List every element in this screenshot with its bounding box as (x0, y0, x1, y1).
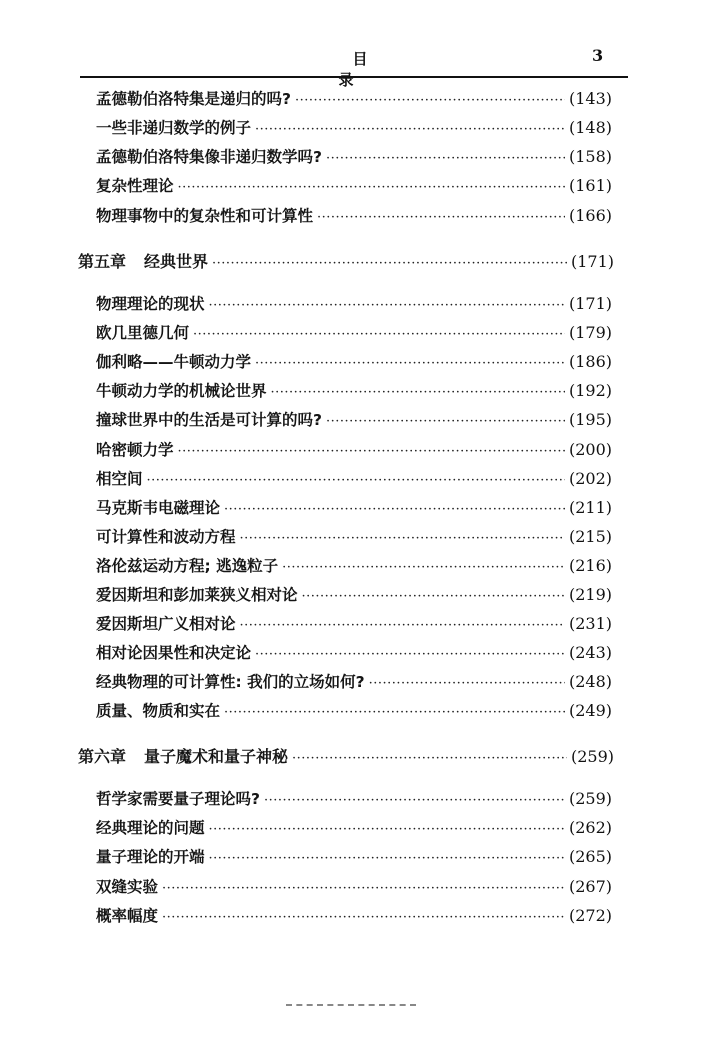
toc-entry-title: 可计算性和波动方程 (96, 528, 236, 546)
toc-entry-title: 爱因斯坦和彭加莱狭义相对论 (96, 586, 298, 604)
toc-entry-row[interactable] (96, 669, 612, 695)
toc-page-number: (171) (568, 294, 612, 313)
dot-leader (255, 117, 565, 143)
toc-entry-row[interactable] (96, 437, 612, 463)
toc-page-number: (211) (568, 498, 612, 517)
toc-page-number: (192) (568, 381, 612, 400)
dot-leader (295, 88, 565, 114)
toc-page-number: (202) (568, 469, 612, 488)
toc-page-number: (262) (568, 818, 612, 837)
toc-page-number: (171) (570, 252, 614, 271)
toc-page-number: (216) (568, 556, 612, 575)
toc-entry-row[interactable] (96, 903, 612, 929)
dot-leader (264, 788, 565, 814)
toc-entry-row[interactable] (96, 86, 612, 112)
toc-page-number: (248) (568, 672, 612, 691)
toc-entry-title: 伽利略——牛顿动力学 (96, 353, 252, 371)
dot-leader (178, 175, 565, 201)
toc-page-number: (195) (568, 410, 612, 429)
toc-chapter-row[interactable] (78, 744, 614, 770)
toc-entry-row[interactable] (96, 203, 612, 229)
dot-leader (178, 439, 565, 465)
toc-entry-title: 质量、物质和实在 (96, 702, 221, 720)
toc-page-number: (148) (568, 118, 612, 137)
toc-entry-title: 牛顿动力学的机械论世界 (96, 382, 267, 400)
chapter-title: 经典世界 (144, 252, 209, 271)
toc-entry-row[interactable] (96, 698, 612, 724)
toc-page-number: (166) (568, 206, 612, 225)
toc-entry-title: 马克斯韦电磁理论 (96, 499, 221, 517)
toc-page-number: (179) (568, 323, 612, 342)
toc-chapter-row[interactable] (78, 249, 614, 275)
dot-leader (224, 497, 565, 523)
toc-entry-title: 物理理论的现状 (96, 295, 205, 313)
toc-page-number: (265) (568, 847, 612, 866)
dot-leader (292, 746, 567, 772)
toc-entry-row[interactable] (96, 815, 612, 841)
chapter-number: 第六章 (78, 747, 127, 766)
toc-entry-row[interactable] (96, 844, 612, 870)
toc-entry-row[interactable] (96, 144, 612, 170)
toc-page-number: (219) (568, 585, 612, 604)
toc-entry-title: 物理事物中的复杂性和可计算性 (96, 207, 314, 225)
toc-page-number: (231) (568, 614, 612, 633)
dot-leader (326, 146, 565, 172)
toc-entry-row[interactable] (96, 640, 612, 666)
toc-entry-title: 经典理论的问题 (96, 819, 205, 837)
toc-entry-row[interactable] (96, 378, 612, 404)
dot-leader (255, 642, 565, 668)
scan-artifact (286, 1004, 416, 1006)
toc-entry-title: 欧几里德几何 (96, 324, 190, 342)
toc-entry-title: 哈密顿力学 (96, 441, 174, 459)
toc-page-number: (215) (568, 527, 612, 546)
dot-leader (271, 380, 565, 406)
chapter-title: 量子魔术和量子神秘 (144, 747, 289, 766)
dot-leader (147, 468, 565, 494)
toc-entry-row[interactable] (96, 524, 612, 550)
toc-entry-title: 经典物理的可计算性: 我们的立场如何? (96, 673, 365, 691)
toc-page-number: (186) (568, 352, 612, 371)
dot-leader (282, 555, 565, 581)
toc-entry-row[interactable] (96, 320, 612, 346)
toc-entry-title: 相对论因果性和决定论 (96, 644, 252, 662)
dot-leader (326, 409, 565, 435)
toc-entry-title: 孟德勒伯洛特集是递归的吗? (96, 90, 291, 108)
toc-entry-row[interactable] (96, 553, 612, 579)
toc-entry-row[interactable] (96, 611, 612, 637)
toc-entry-title: 爱因斯坦广义相对论 (96, 615, 236, 633)
dot-leader (209, 817, 565, 843)
toc-page-number: (161) (568, 176, 612, 195)
toc-entry-title: 撞球世界中的生活是可计算的吗? (96, 411, 322, 429)
toc-entry-title: 双缝实验 (96, 878, 159, 896)
toc-page-number: (259) (568, 789, 612, 808)
dot-leader (255, 351, 565, 377)
toc-entry-row[interactable] (96, 786, 612, 812)
toc-page-number: (259) (570, 747, 614, 766)
dot-leader (302, 584, 565, 610)
toc-entry-title: 概率幅度 (96, 907, 159, 925)
toc-entry-row[interactable] (96, 173, 612, 199)
toc-entry-row[interactable] (96, 582, 612, 608)
dot-leader (162, 905, 565, 931)
toc-entry-row[interactable] (96, 291, 612, 317)
toc-entry-row[interactable] (96, 466, 612, 492)
dot-leader (224, 700, 565, 726)
toc-entry-title (78, 744, 288, 770)
dot-leader (240, 613, 565, 639)
toc-entry-title (78, 249, 208, 275)
toc-entry-title: 复杂性理论 (96, 177, 174, 195)
dot-leader (193, 322, 565, 348)
dot-leader (212, 251, 567, 277)
toc-entry-row[interactable] (96, 349, 612, 375)
toc-entry-row[interactable] (96, 407, 612, 433)
toc-entry-row[interactable] (96, 115, 612, 141)
toc-entry-title: 一些非递归数学的例子 (96, 119, 252, 137)
dot-leader (209, 846, 565, 872)
toc-page-number: (200) (568, 440, 612, 459)
toc-page-number: (143) (568, 89, 612, 108)
toc-entry-row[interactable] (96, 874, 612, 900)
toc-page-number: (272) (568, 906, 612, 925)
dot-leader (369, 671, 565, 697)
toc-entry-title: 哲学家需要量子理论吗? (96, 790, 260, 808)
toc-entry-title: 孟德勒伯洛特集像非递归数学吗? (96, 148, 322, 166)
dot-leader (162, 876, 565, 902)
dot-leader (209, 293, 565, 319)
toc-entry-row[interactable] (96, 495, 612, 521)
toc-entry-title: 量子理论的开端 (96, 848, 205, 866)
toc-page-number: (249) (568, 701, 612, 720)
header-title: 目 录 (338, 50, 439, 89)
toc-entry-title: 洛伦兹运动方程; 逃逸粒子 (96, 557, 279, 575)
toc-page-number: (267) (568, 877, 612, 896)
page-number: 3 (592, 46, 604, 65)
dot-leader (317, 205, 565, 231)
dot-leader (240, 526, 565, 552)
toc-entry-title: 相空间 (96, 470, 143, 488)
toc-page-number: (158) (568, 147, 612, 166)
chapter-number: 第五章 (78, 252, 127, 271)
toc-page-number: (243) (568, 643, 612, 662)
